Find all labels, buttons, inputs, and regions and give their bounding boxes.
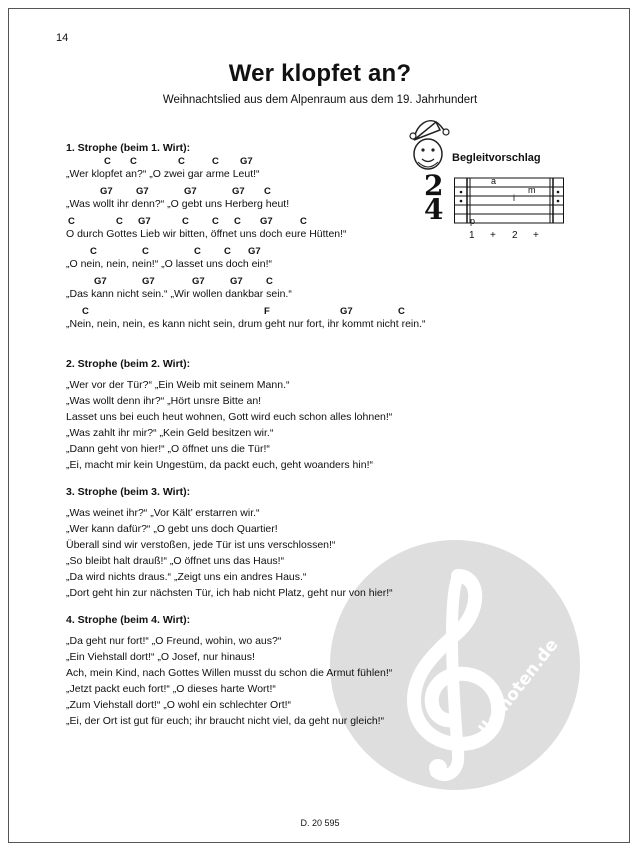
- chord: G7: [248, 246, 261, 257]
- count-2: 2: [512, 230, 518, 241]
- verse-heading: 4. Strophe (beim 4. Wirt):: [66, 614, 191, 626]
- chord-line: [66, 156, 426, 168]
- lyric-line: „Was wollt ihr denn?“ „O gebt uns Herberg heut!: [66, 198, 290, 210]
- lyric-line: „Nein, nein, nein, es kann nicht sein, drum geht nur fort, ihr kommt nicht rein.“: [66, 318, 426, 330]
- time-signature: [424, 169, 444, 226]
- chord: G7: [142, 276, 155, 287]
- verse-3: [66, 484, 393, 602]
- chord-line: [66, 306, 426, 318]
- chord: G7: [184, 186, 197, 197]
- lyric-line: „Jetzt packt euch fort!“ „O dieses harte Wort!“: [66, 683, 276, 695]
- lyric-line: „Ei, der Ort ist gut für euch; ihr braucht nicht viel, da geht nur gleich!“: [66, 715, 385, 727]
- chord: G7: [100, 186, 113, 197]
- chord: C: [90, 246, 97, 257]
- page-number: 14: [56, 32, 69, 44]
- lyric-line: Ach, mein Kind, nach Gottes Willen musst du schon die Armut fühlen!“: [66, 667, 393, 679]
- chord: G7: [340, 306, 353, 317]
- chord: C: [182, 216, 189, 227]
- chord: G7: [138, 216, 151, 227]
- chord: F: [264, 306, 270, 317]
- lyric-line: „Zum Viehstall dort!“ „O wohl ein schlechter Ort!“: [66, 699, 292, 711]
- lyric-line: „So bleibt halt drauß!“ „O öffnet uns das Haus!“: [66, 555, 285, 567]
- lyric-line: „Da geht nur fort!“ „O Freund, wohin, wo aus?“: [66, 635, 282, 647]
- chord: C: [68, 216, 75, 227]
- lyric-line: „Wer kann dafür?“ „O gebt uns doch Quartier!: [66, 523, 278, 535]
- chord: C: [194, 246, 201, 257]
- time-signature-top: 2: [424, 169, 444, 202]
- count-1: 1: [469, 230, 475, 241]
- verse-heading: 1. Strophe (beim 1. Wirt):: [66, 142, 191, 154]
- finger-a: a: [491, 176, 497, 186]
- lyric-line: Überall sind wir verstoßen, jede Tür ist uns verschlossen!“: [66, 539, 336, 551]
- count-plus-1: +: [490, 230, 496, 241]
- chord: C: [104, 156, 111, 167]
- lyric-line: „Wer klopfet an?“ „O zwei gar arme Leut!“: [66, 168, 260, 180]
- chord: C: [212, 156, 219, 167]
- chord: C: [116, 216, 123, 227]
- chord: C: [130, 156, 137, 167]
- chord: C: [224, 246, 231, 257]
- chord-line: [66, 186, 426, 198]
- chord: C: [266, 276, 273, 287]
- chord: C: [212, 216, 219, 227]
- lyric-line: „Was wollt denn ihr?“ „Hört unsre Bitte an!: [66, 395, 262, 407]
- finger-p: p: [470, 216, 476, 226]
- chord: G7: [260, 216, 273, 227]
- chord: C: [264, 186, 271, 197]
- verse-heading: 2. Strophe (beim 2. Wirt):: [66, 358, 191, 370]
- chord-line: [66, 216, 426, 228]
- lyric-line: „Dann geht von hier!“ „O öffnet uns die Tür!“: [66, 443, 270, 455]
- song-subtitle: Weihnachtslied aus dem Alpenraum aus dem 19. Jahrhundert: [162, 94, 478, 106]
- lyric-line: „Ei, macht mir kein Ungestüm, da packt euch, geht woanders hin!“: [66, 459, 373, 471]
- lyric-line: „Was weinet ihr?“ „Vor Kält’ erstarren wir.“: [66, 507, 260, 519]
- song-title: Wer klopfet an?: [228, 60, 412, 87]
- chord-line: [66, 246, 426, 258]
- count-plus-2: +: [533, 230, 539, 241]
- chord: G7: [94, 276, 107, 287]
- chord: C: [178, 156, 185, 167]
- chord-line: [66, 276, 426, 288]
- verse-1: [66, 140, 426, 336]
- chord: G7: [232, 186, 245, 197]
- lyric-line: „Dort geht hin zur nächsten Tür, ich hab nicht Platz, geht nur von hier!“: [66, 587, 393, 599]
- watermark-text: alle-noten.de: [468, 635, 563, 749]
- lyric-line: „Das kann nicht sein.“ „Wir wollen dankbar sein.“: [66, 288, 292, 300]
- finger-i: i: [513, 193, 515, 203]
- lyric-line: „Wer vor der Tür?“ „Ein Weib mit seinem Mann.“: [66, 379, 290, 391]
- chord: C: [234, 216, 241, 227]
- lyric-line: „Was zahlt ihr mir?“ „Kein Geld besitzen wir.“: [66, 427, 274, 439]
- lyric-line: „Da wird nichts draus.“ „Zeigt uns ein andres Haus.“: [66, 571, 307, 583]
- chord: C: [142, 246, 149, 257]
- verse-heading: 3. Strophe (beim 3. Wirt):: [66, 486, 191, 498]
- lyric-line: „Ein Viehstall dort!“ „O Josef, nur hinaus!: [66, 651, 255, 663]
- verse-4: [66, 612, 392, 730]
- footer-catalog-number: D. 20 595: [300, 818, 340, 828]
- chord: C: [398, 306, 405, 317]
- begleitvorschlag-label: Begleitvorschlag: [452, 152, 541, 164]
- chord: C: [300, 216, 307, 227]
- time-signature-bottom: 4: [424, 193, 444, 226]
- chord: G7: [240, 156, 253, 167]
- lyric-line: Lasset uns bei euch heut wohnen, Gott wird euch schon alles lohnen!“: [66, 411, 393, 423]
- lyric-line: O durch Gottes Lieb wir bitten, öffnet uns doch eure Hütten!“: [66, 228, 347, 240]
- chord: G7: [136, 186, 149, 197]
- lyric-line: „O nein, nein, nein!“ „O lasset uns doch ein!“: [66, 258, 273, 270]
- chord: G7: [192, 276, 205, 287]
- chord: G7: [230, 276, 243, 287]
- finger-m: m: [528, 185, 536, 195]
- verse-2: [66, 356, 392, 474]
- begleitvorschlag: [406, 116, 576, 246]
- treble-clef-dot: [429, 759, 447, 777]
- chord: C: [82, 306, 89, 317]
